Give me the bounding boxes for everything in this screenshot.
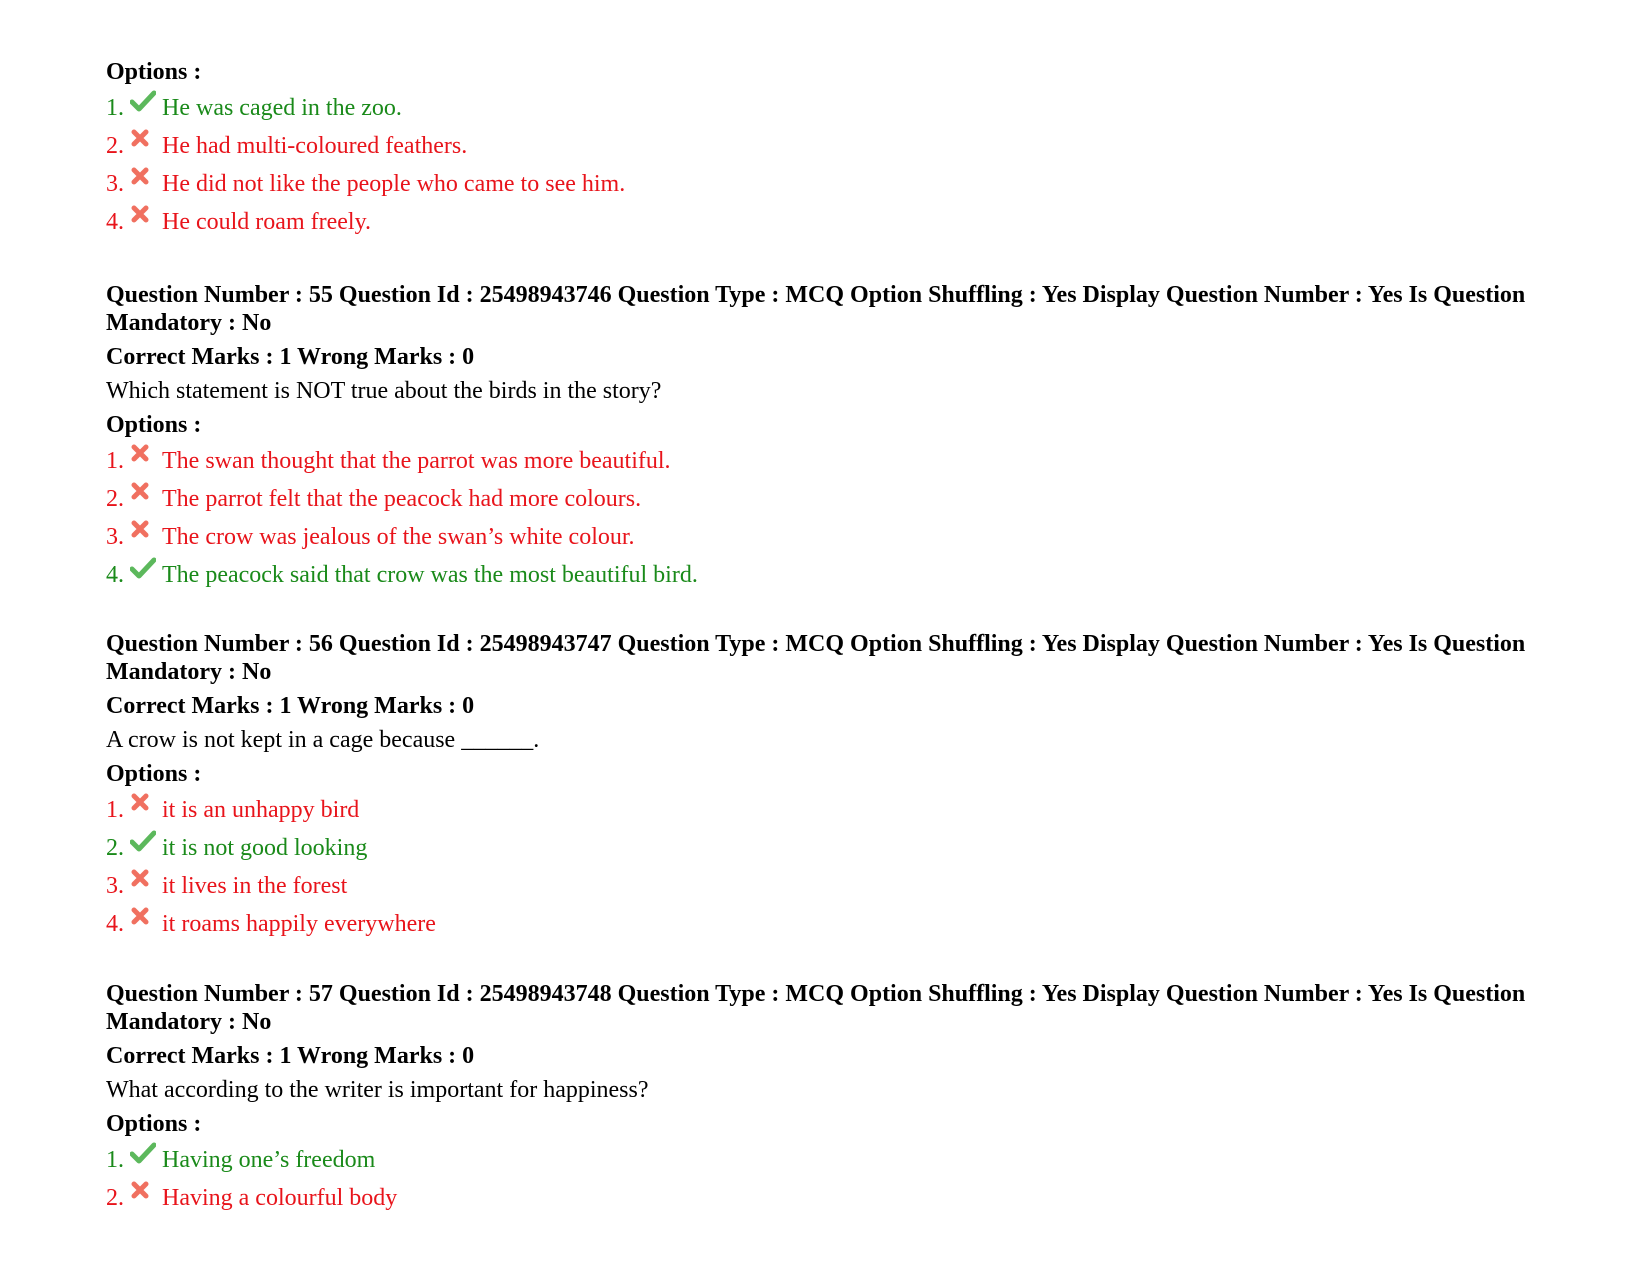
cross-icon <box>130 128 162 152</box>
option-item: 2. Having a colourful body <box>106 1179 1566 1217</box>
question-header: Question Number : 55 Question Id : 25498943746 Question Type : MCQ Option Shuffling : Yes Display Question Number : Yes Is Question Mandatory : No <box>106 282 1526 336</box>
question-text: What according to the writer is important for happiness? <box>106 1077 649 1103</box>
cross-icon <box>130 443 162 467</box>
option-item: 1. it is an unhappy bird <box>106 791 1566 829</box>
check-icon <box>130 830 162 854</box>
option-text: He could roam freely. <box>162 209 372 235</box>
options-list <box>106 1141 1566 1217</box>
option-text: Having a colourful body <box>162 1185 398 1211</box>
option-item: 2. He had multi-coloured feathers. <box>106 127 1566 165</box>
options-label: Options : <box>106 412 202 438</box>
check-icon <box>130 1142 162 1166</box>
option-item: 4. it roams happily everywhere <box>106 905 1566 943</box>
options-list <box>106 442 1566 594</box>
option-text: He had multi-coloured feathers. <box>162 133 468 159</box>
option-text: Having one’s freedom <box>162 1147 376 1173</box>
option-item: 3. The crow was jealous of the swan’s white colour. <box>106 518 1566 556</box>
cross-icon <box>130 906 162 930</box>
cross-icon <box>130 204 162 228</box>
check-icon <box>130 90 162 114</box>
question-marks: Correct Marks : 1 Wrong Marks : 0 <box>106 344 475 370</box>
question-text: A crow is not kept in a cage because ______. <box>106 727 540 753</box>
option-text: it lives in the forest <box>162 873 348 899</box>
cross-icon <box>130 166 162 190</box>
question-block <box>106 281 1566 594</box>
option-item: 4. The peacock said that crow was the most beautiful bird. <box>106 556 1566 594</box>
prev-question-options <box>106 56 1566 241</box>
option-item: 2. The parrot felt that the peacock had more colours. <box>106 480 1566 518</box>
options-label: Options : <box>106 761 202 787</box>
question-text: Which statement is NOT true about the birds in the story? <box>106 378 662 404</box>
options-label: Options : <box>106 59 202 85</box>
cross-icon <box>130 868 162 892</box>
question-marks: Correct Marks : 1 Wrong Marks : 0 <box>106 1043 475 1069</box>
options-label: Options : <box>106 1111 202 1137</box>
cross-icon <box>130 792 162 816</box>
option-text: The crow was jealous of the swan’s white colour. <box>162 524 635 550</box>
option-item: 3. it lives in the forest <box>106 867 1566 905</box>
question-header: Question Number : 56 Question Id : 25498943747 Question Type : MCQ Option Shuffling : Yes Display Question Number : Yes Is Question Mandatory : No <box>106 631 1526 685</box>
cross-icon <box>130 519 162 543</box>
option-item: 1. He was caged in the zoo. <box>106 89 1566 127</box>
option-item: 1. Having one’s freedom <box>106 1141 1566 1179</box>
question-block <box>106 980 1566 1217</box>
option-text: it roams happily everywhere <box>162 911 436 937</box>
option-text: it is not good looking <box>162 835 368 861</box>
option-text: He did not like the people who came to see him. <box>162 171 626 197</box>
cross-icon <box>130 1180 162 1204</box>
check-icon <box>130 557 162 581</box>
question-marks: Correct Marks : 1 Wrong Marks : 0 <box>106 693 475 719</box>
options-list <box>106 791 1566 943</box>
option-item: 3. He did not like the people who came to see him. <box>106 165 1566 203</box>
option-item: 4. He could roam freely. <box>106 203 1566 241</box>
option-text: The peacock said that crow was the most beautiful bird. <box>162 562 698 588</box>
option-text: The swan thought that the parrot was more beautiful. <box>162 448 671 474</box>
option-item: 2. it is not good looking <box>106 829 1566 867</box>
options-list <box>106 89 1566 241</box>
option-item: 1. The swan thought that the parrot was more beautiful. <box>106 442 1566 480</box>
option-text: it is an unhappy bird <box>162 797 360 823</box>
question-header: Question Number : 57 Question Id : 25498943748 Question Type : MCQ Option Shuffling : Yes Display Question Number : Yes Is Question Mandatory : No <box>106 981 1526 1035</box>
cross-icon <box>130 481 162 505</box>
question-block <box>106 630 1566 943</box>
option-text: He was caged in the zoo. <box>162 95 402 121</box>
option-text: The parrot felt that the peacock had more colours. <box>162 486 642 512</box>
